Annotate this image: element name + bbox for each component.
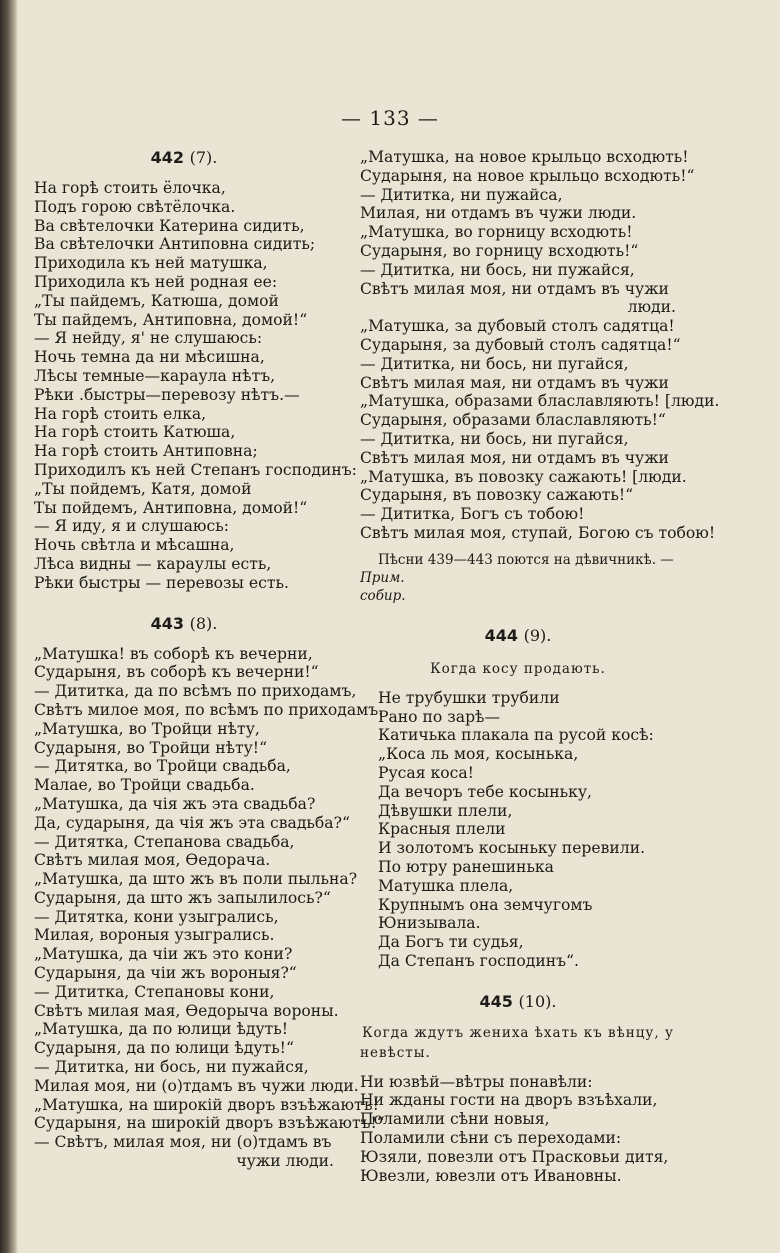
footnote-text: Пѣсни 439—443 поются на дѣвичникѣ. — xyxy=(378,551,674,568)
verse-line: Милая, вороныя узыгрались. xyxy=(34,926,275,945)
verse-line: Сударыня, за дубовый столъ садятца!“ xyxy=(360,335,681,354)
verse-line: Сударыня, да по юлици ѣдуть!“ xyxy=(34,1039,294,1058)
verse-line: Крупнымъ она земчугомъ xyxy=(378,895,593,914)
song-445-subtitle-2: невѣсты. xyxy=(360,1044,431,1061)
verse-line: Поламили сѣни съ переходами: xyxy=(360,1129,622,1148)
verse-line: — Дититка, Богъ съ тобою! xyxy=(360,505,585,524)
verse-line: Сударыня, да што жъ запылилось?“ xyxy=(34,888,331,907)
song-index: (7). xyxy=(189,148,218,167)
verse-line: Да Богъ ти судья, xyxy=(378,933,524,952)
verse-line: — Дитятка, во Тройци свадьба, xyxy=(34,757,291,776)
verse-line: „Матушка! въ соборѣ къ вечерни, xyxy=(34,644,313,663)
verse-line: — Дититка, Степановы кони, xyxy=(34,982,275,1001)
song-443-continuation-b xyxy=(360,317,720,543)
verse-line: Юнизывала. xyxy=(378,914,481,933)
verse-line: Катичька плакала па русой косѣ: xyxy=(378,726,654,745)
footnote-attribution: Прим. xyxy=(360,569,405,586)
verse-line: „Ты пайдемъ, Катюша, домой xyxy=(34,291,279,310)
verse-line: „Коса ль моя, косынька, xyxy=(378,745,579,764)
verse-line: Подъ горою свѣтёлочка. xyxy=(34,197,236,216)
verse-line: „Матушка, во горницу вcходють! xyxy=(360,223,633,242)
verse-line: „Матушка, да чiя жъ эта свадьба? xyxy=(34,794,316,813)
verse-line: Матушка плела, xyxy=(378,876,514,895)
song-443-title xyxy=(34,614,334,633)
verse-line: Милая, ни отдамъ въ чужи люди. xyxy=(360,204,637,223)
song-index: (8). xyxy=(189,613,218,633)
song-442-text xyxy=(34,179,357,593)
verse-line: Свѣтъ милая моя, ни отдамъ въ чужи xyxy=(360,448,669,467)
verse-line: „Ты пойдемъ, Катя, домой xyxy=(34,479,252,498)
verse-line: — Дититка, да по всѣмъ по приходамъ, xyxy=(34,682,357,701)
verse-line: Да Степанъ господинъ“. xyxy=(378,951,579,970)
verse-line: „Матушка, во Тройци нѣту, xyxy=(34,719,260,738)
verse-line: Милая моя, ни (о)тдамъ въ чужи люди. xyxy=(34,1076,359,1095)
verse-line: На горѣ стоить Катюша, xyxy=(34,423,236,442)
verse-line: — Дититка, ни бось, ни пужайся, xyxy=(360,260,635,279)
verse-line: Ты пойдемъ, Антиповна, домой!“ xyxy=(34,498,308,517)
verse-line: — Я нейду, я' не слушаюсь: xyxy=(34,329,263,348)
verse-line: Свѣтъ милая мая, Өедорыча вороны. xyxy=(34,1001,339,1020)
verse-line: — Дититка, ни пужайса, xyxy=(360,185,563,204)
verse-line: „Матушка, да што жъ въ поли пыльна? xyxy=(34,870,358,889)
song-442-title xyxy=(34,148,334,167)
verse-line: „Матушка, въ повозку сажають! [люди. xyxy=(360,467,687,486)
verse-line: Юзяли, повезли отъ Прасковьи дитя, xyxy=(360,1147,669,1166)
verse-line: чужи люди. xyxy=(236,1152,334,1171)
verse-line: — Дититка, ни бось, ни пужайся, xyxy=(34,1058,309,1077)
verse-line: Ва свѣтелочки Антиповна сидить; xyxy=(34,235,316,254)
verse-line: Сударыня, на новое крыльцо всходють!“ xyxy=(360,166,695,185)
song-443-text xyxy=(34,644,385,1153)
verse-line: Ночь темна да ни мѣсишна, xyxy=(34,348,265,367)
verse-line: Свѣтъ милая моя, ступай, Богою съ тобою! xyxy=(360,523,716,542)
verse-line: Свѣтъ милая мая, ни отдамъ въ чужи xyxy=(360,373,669,392)
verse-line: Сударыня, образами блаславляють!“ xyxy=(360,411,666,430)
verse-line: Да вечоръ тебе косыньку, xyxy=(378,782,592,801)
song-445-subtitle: Когда ждутъ жениха ѣхать къ вѣнцу, у xyxy=(362,1024,674,1041)
song-443-continuation xyxy=(360,148,695,298)
verse-line: Сударыня, въ соборѣ къ вечерни!“ xyxy=(34,663,319,682)
song-number: 442 xyxy=(150,148,185,167)
verse-line: Ты пайдемъ, Антиповна, домой!“ xyxy=(34,310,308,329)
verse-line: Рано по зарѣ— xyxy=(378,707,501,726)
song-index: (9). xyxy=(523,625,552,645)
song-number: 443 xyxy=(150,613,185,633)
footnote xyxy=(360,551,676,605)
verse-line: — Я иду, я и слушаюсь: xyxy=(34,517,229,536)
verse-line: Ни юзвѣй—вѣтры понавѣли: xyxy=(360,1072,593,1091)
verse-line: „Матушка, на широкiй дворъ взъѣжаютъ! xyxy=(34,1095,379,1114)
verse-line: Рѣки .быстры—перевозу нѣтъ.— xyxy=(34,385,300,404)
verse-line: Русая коса! xyxy=(378,763,474,782)
verse-line: „Матушка, на новое крыльцо всходють! xyxy=(360,148,689,166)
verse-line: люди. xyxy=(627,298,676,317)
verse-line: Ва свѣтелочки Катерина сидить, xyxy=(34,216,305,235)
verse-line: Ночь свѣтла и мѣсашна, xyxy=(34,536,235,555)
verse-line: И золотомъ косыньку перевили. xyxy=(378,839,646,858)
verse-line: Поламили сѣни новыя, xyxy=(360,1110,550,1129)
verse-line: Приходила къ ней матушка, xyxy=(34,254,268,273)
verse-line: Красныя плели xyxy=(378,820,506,839)
verse-line: Приходила къ ней родная ее: xyxy=(34,272,278,291)
verse-line: Дѣвушки плели, xyxy=(378,801,513,820)
page-number: — 133 — xyxy=(341,106,439,130)
song-445-text xyxy=(360,1073,676,1186)
verse-line: Приходилъ къ ней Степанъ господинъ: xyxy=(34,460,357,479)
right-column xyxy=(360,148,720,1185)
footnote-attribution-2: собир. xyxy=(360,587,406,604)
verse-line: — Свѣтъ, милая моя, ни (о)тдамъ въ xyxy=(34,1133,332,1152)
verse-line: — Дитятка, кони узыгрались, xyxy=(34,907,279,926)
song-445-title xyxy=(360,992,676,1011)
verse-line: — Дитятка, Степанова свадьба, xyxy=(34,832,295,851)
song-number: 445 xyxy=(479,991,513,1011)
verse-line: „Матушка, образами блаславляють! [люди. xyxy=(360,392,720,411)
verse-line: Лѣсы темные—караула нѣтъ, xyxy=(34,366,276,385)
verse-line: Рѣки быстры — перевозы есть. xyxy=(34,573,289,592)
verse-line: Ни жданы гости на дворъ взъѣхали, xyxy=(360,1091,658,1110)
verse-line: Свѣтъ милое моя, по всѣмъ по приходамъ. xyxy=(34,700,384,719)
verse-line: Свѣтъ милая моя, ни отдамъ въ чужи xyxy=(360,279,669,298)
verse-line: — Дититка, ни бось, ни пугайся, xyxy=(360,429,629,448)
song-index: (10). xyxy=(518,991,557,1011)
verse-line: Сударыня, въ повозку сажають!“ xyxy=(360,486,634,505)
verse-line: — Дититка, ни бось, ни пугайся, xyxy=(360,354,629,373)
song-444-title xyxy=(360,626,676,645)
verse-line: Сударыня, во горницу вcходють!“ xyxy=(360,241,639,260)
verse-line: Свѣтъ милая моя, Өедорача. xyxy=(34,851,271,870)
verse-line: Да, сударыня, да чiя жъ эта свадьба?“ xyxy=(34,813,350,832)
verse-line: „Матушка, за дубовый столъ садятца! xyxy=(360,317,675,336)
verse-line: По ютру ранешинька xyxy=(378,857,554,876)
song-444-subtitle: Когда косу продають. xyxy=(430,660,606,677)
verse-line: „Матушка, да по юлици ѣдуть! xyxy=(34,1020,289,1039)
book-gutter xyxy=(0,0,18,1253)
verse-line: Сударыня, на широкiй дворъ взъѣжаютъ!“ xyxy=(34,1114,385,1133)
song-number: 444 xyxy=(484,625,519,645)
verse-line: Сударыня, во Тройци нѣту!“ xyxy=(34,738,268,757)
verse-line: На горѣ стоить ёлочка, xyxy=(34,179,226,197)
song-444-text xyxy=(360,689,676,971)
verse-line: Малае, во Тройци свадьба. xyxy=(34,776,255,795)
verse-line: Сударыня, да чiи жъ вороныя?“ xyxy=(34,964,297,983)
verse-line: Лѣса видны — караулы есть, xyxy=(34,554,272,573)
verse-line: На горѣ стоить Антиповна; xyxy=(34,442,258,461)
verse-line: Не трубушки трубили xyxy=(378,688,560,707)
verse-line: Ювезли, ювезли отъ Ивановны. xyxy=(360,1166,622,1185)
verse-line: „Матушка, да чiи жъ это кони? xyxy=(34,945,293,964)
verse-line: На горѣ стоить елка, xyxy=(34,404,207,423)
